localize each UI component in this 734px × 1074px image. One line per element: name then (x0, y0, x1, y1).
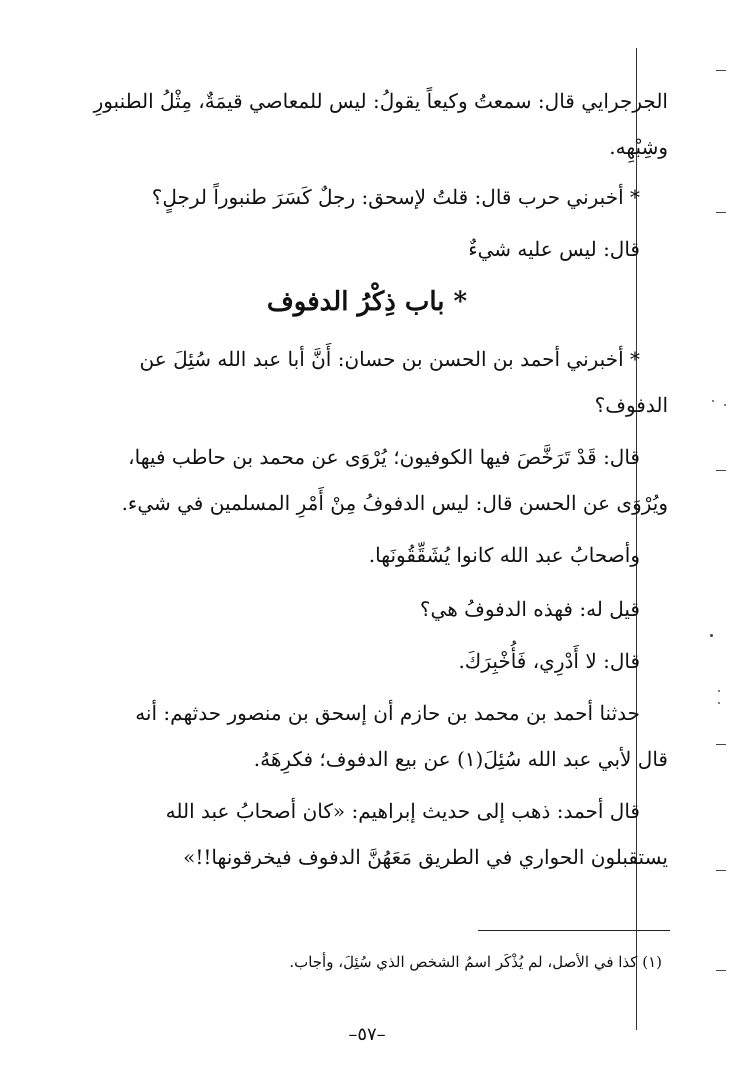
text-line: حدثنا أحمد بن محمد بن حازم أن إسحق بن منصور حدثهم: أنه (135, 701, 640, 725)
section-heading: * باب ذِكْرُ الدفوف (266, 287, 468, 317)
text-line: قال لأبي عبد الله سُئِلَ(١) عن بيع الدفوف؛ فكرِهَهُ. (253, 747, 668, 771)
margin-dot (710, 634, 713, 637)
margin-tick (716, 744, 726, 745)
text-line: * أخبرني أحمد بن الحسن بن حسان: أَنَّ أبا عبد الله سُئِلَ عن (139, 347, 640, 371)
text-line: قيل له: فهذه الدفوفُ هي؟ (419, 597, 640, 621)
margin-tick (716, 470, 726, 471)
footnote-separator (478, 930, 670, 931)
text-line: وشِبْهِه. (609, 135, 668, 159)
text-line: الجرجرايي قال: سمعتُ وكيعاً يقولُ: ليس للمعاصي قيمَةٌ، مِثْلُ الطنبورِ (93, 89, 668, 113)
margin-dot (718, 702, 720, 704)
text-line: الدفوف؟ (594, 393, 668, 417)
margin-tick (716, 70, 726, 71)
text-line: قال أحمد: ذهب إلى حديث إبراهيم: «كان أصحابُ عبد الله (165, 799, 640, 823)
margin-dot (712, 400, 714, 402)
text-line: يستقبلون الحواري في الطريق مَعَهُنَّ الدفوف فيخرقونها!!» (183, 845, 668, 869)
margin-tick (716, 970, 726, 971)
text-line: ويُرْوَى عن الحسن قال: ليس الدفوفُ مِنْ أَمْرِ المسلمين في شيء. (121, 491, 668, 515)
text-line: * أخبرني حرب قال: قلتُ لإسحق: رجلٌ كَسَرَ طنبوراً لرجلٍ؟ (151, 185, 640, 209)
text-line: قال: قَدْ تَرَخَّصَ فيها الكوفيون؛ يُرْوَى عن محمد بن حاطب فيها، (128, 445, 640, 469)
footnote: (١) كذا في الأصل، لم يُذْكَر اسمُ الشخص الذي سُئِلَ، وأجاب. (289, 953, 662, 971)
text-line: قال: لا أَدْرِي، فَأُخْبِرَكَ. (458, 649, 640, 673)
margin-dot (724, 404, 726, 406)
page-number: –٥٧– (348, 1024, 386, 1045)
margin-tick (716, 870, 726, 871)
text-line: قال: ليس عليه شيءٌ (468, 237, 640, 261)
text-line: وأصحابُ عبد الله كانوا يُشَقِّقُونَها. (368, 543, 640, 567)
margin-tick (716, 212, 726, 213)
margin-dot (718, 690, 720, 692)
